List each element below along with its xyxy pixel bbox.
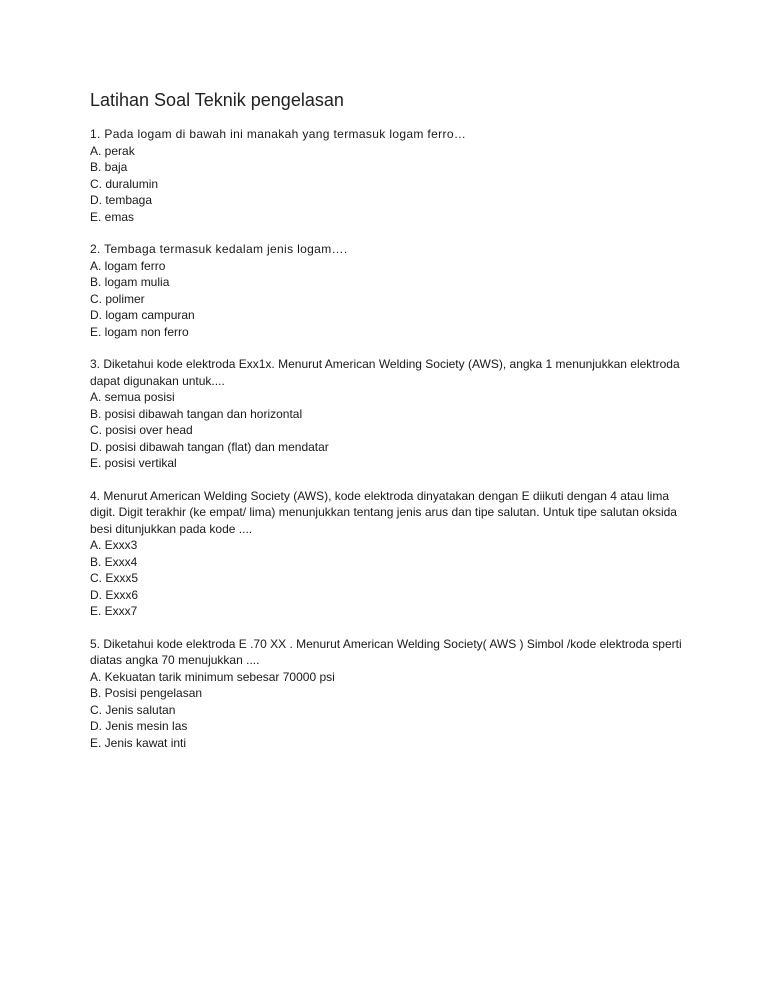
question-1 xyxy=(90,126,690,225)
option-a: A. Kekuatan tarik minimum sebesar 70000 psi xyxy=(90,669,335,684)
option-list xyxy=(90,258,690,341)
question-2 xyxy=(90,241,690,340)
option-b: B. Exxx4 xyxy=(90,554,138,569)
option-a: A. semua posisi xyxy=(90,390,175,404)
option-e: E. Exxx7 xyxy=(90,604,138,618)
option-e: E. emas xyxy=(90,209,135,224)
option-a: A. perak xyxy=(90,143,135,158)
question-text: 4. Menurut American Welding Society (AWS), kode elektroda dinyatakan dengan E diikuti dengan 4 atau lima digit. Digit terakhir (ke empat/ lima) menunjukkan tentang jenis arus dan tipe salutan. Untuk tipe salutan oksida besi ditunjukkan pada kode .... xyxy=(90,488,677,536)
question-text: 3. Diketahui kode elektroda Exx1x. Menurut American Welding Society (AWS), angka 1 menunjukkan elektroda dapat digunakan untuk.... xyxy=(90,357,680,388)
question-3 xyxy=(90,356,690,472)
option-d: D. posisi dibawah tangan (flat) dan mendatar xyxy=(90,439,329,454)
option-a: A. Exxx3 xyxy=(90,538,138,552)
option-c: C. polimer xyxy=(90,291,145,306)
document-page xyxy=(90,88,690,767)
option-e: E. logam non ferro xyxy=(90,324,189,339)
option-e: E. Jenis kawat inti xyxy=(90,735,187,750)
option-list xyxy=(90,143,690,226)
option-b: B. posisi dibawah tangan dan horizontal xyxy=(90,406,303,421)
option-list xyxy=(90,389,690,472)
question-text: 1. Pada logam di bawah ini manakah yang termasuk logam ferro… xyxy=(90,127,467,141)
option-d: D. tembaga xyxy=(90,193,153,207)
option-c: C. Exxx5 xyxy=(90,571,139,585)
question-text: 5. Diketahui kode elektroda E .70 XX . Menurut American Welding Society( AWS ) Simbol /kode elektroda sperti diatas angka 70 menujukkan .... xyxy=(90,636,682,667)
option-b: B. logam mulia xyxy=(90,275,170,289)
document-title: Latihan Soal Teknik pengelasan xyxy=(90,90,344,110)
option-list xyxy=(90,669,690,752)
option-c: C. posisi over head xyxy=(90,423,193,437)
question-4 xyxy=(90,488,690,620)
question-5 xyxy=(90,636,690,752)
option-d: D. logam campuran xyxy=(90,308,195,322)
question-text: 2. Tembaga termasuk kedalam jenis logam…. xyxy=(90,242,348,256)
option-b: B. Posisi pengelasan xyxy=(90,686,203,700)
option-b: B. baja xyxy=(90,160,128,174)
option-d: D. Jenis mesin las xyxy=(90,719,188,733)
option-list xyxy=(90,537,690,620)
option-c: C. Jenis salutan xyxy=(90,702,176,717)
option-d: D. Exxx6 xyxy=(90,587,139,602)
option-c: C. duralumin xyxy=(90,176,159,191)
option-e: E. posisi vertikal xyxy=(90,456,177,470)
option-a: A. logam ferro xyxy=(90,258,166,273)
